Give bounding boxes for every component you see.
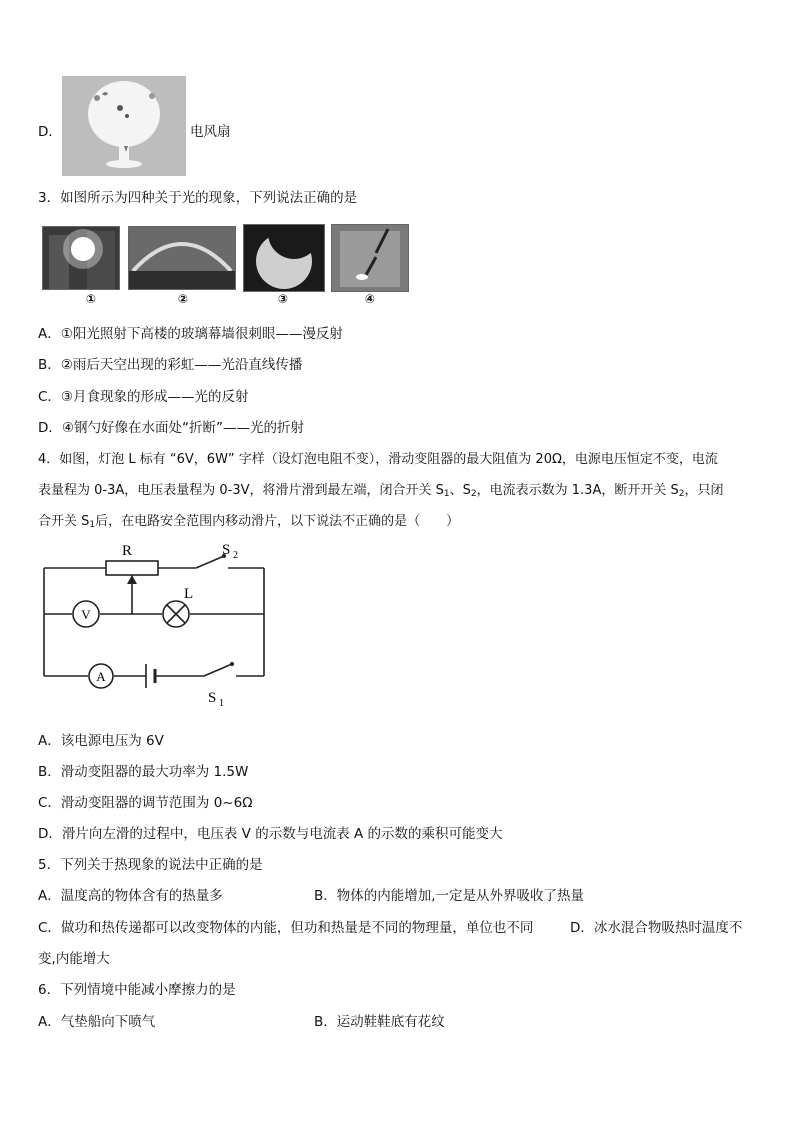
q6-option-b: B．运动鞋鞋底有花纹 [314,1014,445,1030]
photo-rainbow [128,226,236,290]
q6-option-a: A．气垫船向下喷气 [38,1014,156,1030]
q3-option-c: C．③月食现象的形成——光的反射 [38,389,249,405]
q3-option-b: B．②雨后天空出现的彩虹——光沿直线传播 [38,357,303,373]
q4-stem-line2: 表量程为 0-3A，电压表量程为 0-3V，将滑片滑到最左端，闭合开关 $S_1$、$S_2$，电流表示数为 1.3A，断开开关 $S_2$，只闭 [38,483,724,499]
q2-option-d-text: 电风扇 [190,124,231,140]
photo-number-2: ② [177,292,189,306]
svg-text:S: S [208,690,217,706]
photo-spoon-in-water [331,224,409,292]
svg-text:R: R [122,543,133,559]
q5-option-c: C．做功和热传递都可以改变物体的内能，但功和热量是不同的物理量，单位也不同 [38,920,534,936]
photo-glass-curtain-wall [42,226,120,290]
q6-stem: 6．下列情境中能减小摩擦力的是 [38,982,236,998]
svg-text:2: 2 [233,550,238,561]
svg-text:V: V [81,607,91,622]
q4-stem-line3: 合开关 $S_1$后，在电路安全范围内移动滑片，以下说法不正确的是（ ） [38,514,460,530]
svg-text:A: A [96,669,106,684]
svg-text:1: 1 [219,698,224,708]
q4-option-c: C．滑动变阻器的调节范围为 0~6Ω [38,795,253,811]
q5-option-b: B．物体的内能增加,一定是从外界吸收了热量 [314,888,585,904]
circuit-diagram [36,538,276,708]
q4-option-a: A．该电源电压为 6V [38,733,164,749]
q2-option-d-label: D． [38,124,62,140]
photo-number-4: ④ [364,292,376,306]
q5-option-d-part2: 变,内能增大 [38,951,110,967]
q3-option-d: D．④钢勺好像在水面处“折断”——光的折射 [38,420,304,436]
photo-lunar-eclipse [243,224,325,292]
q5-stem: 5．下列关于热现象的说法中正确的是 [38,857,263,873]
slider-arrowhead [127,575,137,584]
photo-number-3: ③ [277,292,289,306]
q5-option-a: A．温度高的物体含有的热量多 [38,888,223,904]
svg-text:S: S [222,542,231,558]
q3-option-a: A．①阳光照射下高楼的玻璃幕墙很刺眼——漫反射 [38,326,343,342]
q3-stem: 3．如图所示为四种关于光的现象，下列说法正确的是 [38,190,358,206]
q5-option-d-part1: D．冰水混合物吸热时温度不 [570,920,743,936]
q4-option-d: D．滑片向左滑的过程中，电压表 V 的示数与电流表 A 的示数的乘积可能变大 [38,826,503,842]
electric-fan-image [62,76,186,176]
q4-stem-line1: 4．如图，灯泡 L 标有 “6V，6W” 字样（设灯泡电阻不变），滑动变阻器的最大阻值为 20Ω，电源电压恒定不变，电流 [38,452,718,467]
q4-option-b: B．滑动变阻器的最大功率为 1.5W [38,764,249,780]
svg-text:L: L [184,586,194,602]
photo-number-1: ① [85,292,97,306]
